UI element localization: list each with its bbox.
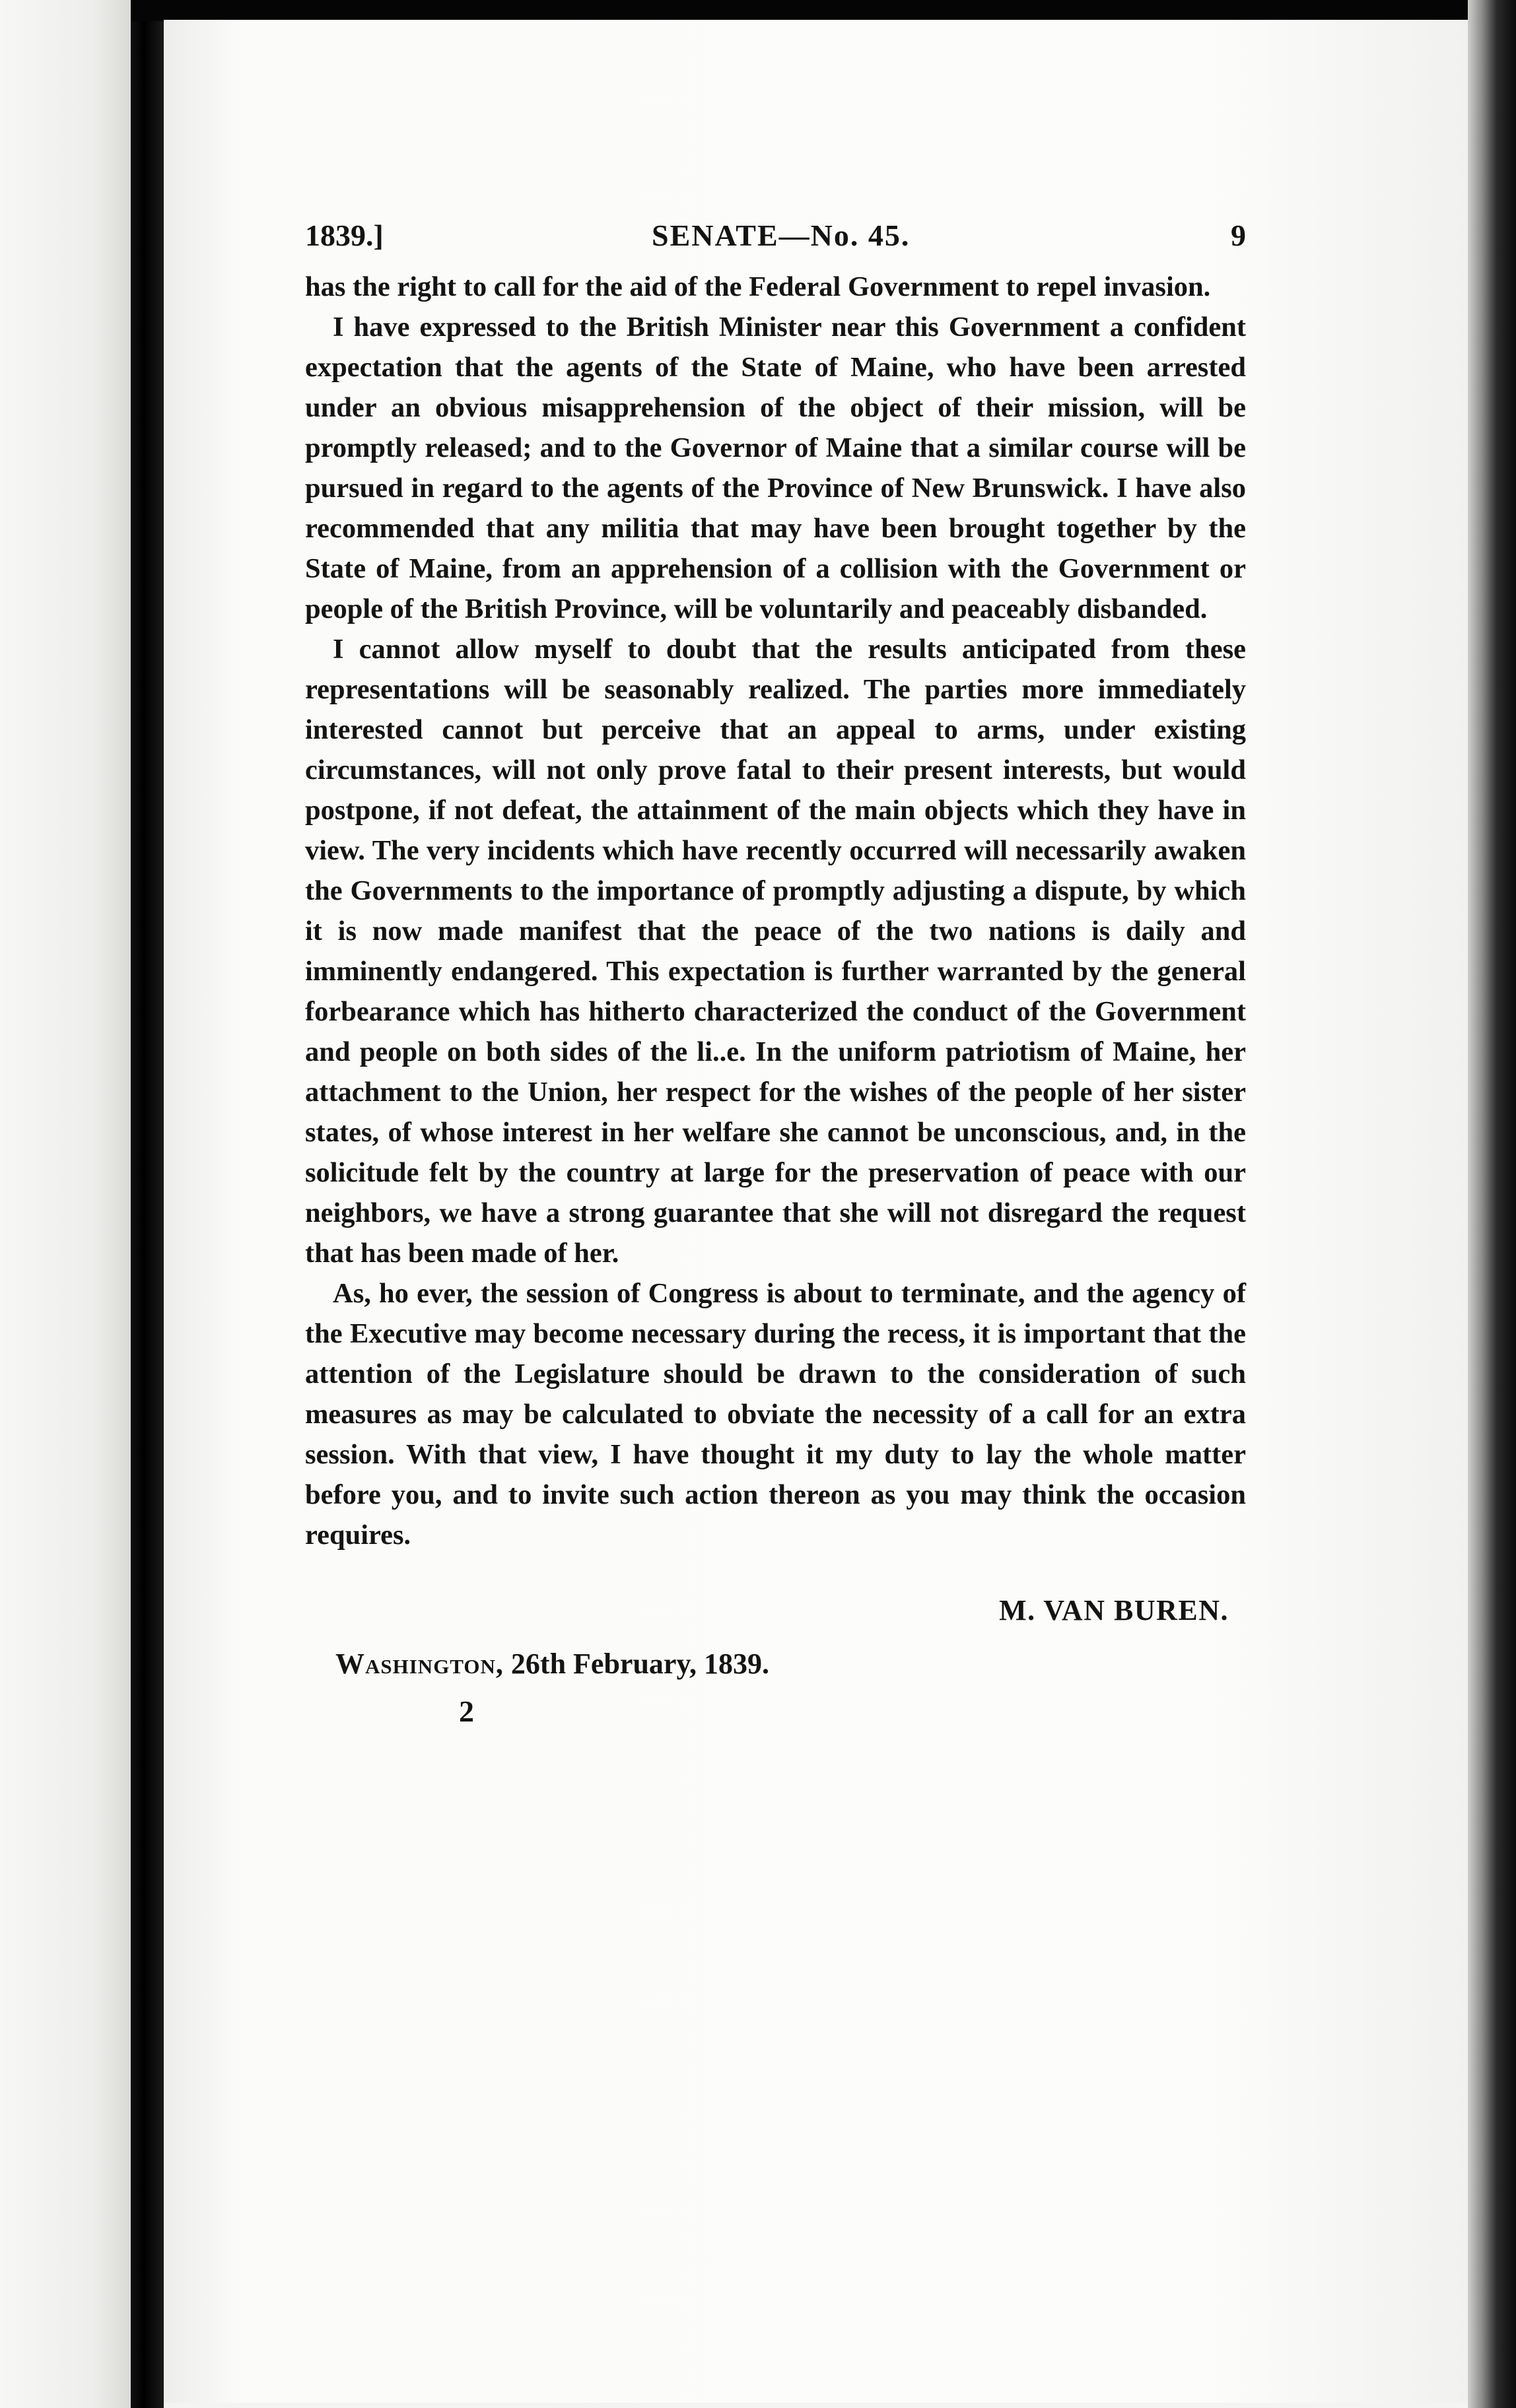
running-head-title: SENATE—No. 45.: [652, 218, 911, 252]
page-content: [305, 218, 1246, 1729]
dateline: [305, 1647, 1246, 1681]
paragraph: As, ho ever, the session of Congress is about to terminate, and the agency of the Executive may become necessary during the recess, it is important that the attention of the Legislature should be drawn to the consideration of such measures as may be calculated to obviate the necessity of a call for an extra session. With that view, I have thought it my duty to lay the whole matter before you, and to invite such action thereon as you may think the occasion requires.: [305, 1278, 1246, 1551]
dateline-date: 26th February, 1839.: [510, 1648, 770, 1680]
paragraph: I have expressed to the British Minister near this Government a confident expectation that the agents of the State of Maine, who have been arrested under an obvious misapprehension of the object of their mission, will be promptly released; and to the Governor of Maine that a similar course will be pursued in regard to the agents of the Province of New Brunswick. I have also recommended that any militia that may have been brought together by the State of Maine, from an apprehension of a collision with the Government or people of the British Province, will be voluntarily and peaceably disbanded.: [305, 312, 1246, 624]
dateline-place: Washington,: [335, 1648, 504, 1680]
page-number: 9: [1231, 218, 1246, 252]
body-text: [305, 267, 1246, 1555]
running-head: [305, 218, 1246, 267]
running-head-year: 1839.]: [305, 218, 384, 252]
paragraph-continued: has the right to call for the aid of the Federal Government to repel invasion.: [305, 271, 1211, 302]
signature: M. VAN BUREN.: [999, 1594, 1229, 1626]
binding-gutter: [131, 0, 164, 2408]
page-right-edge: [1468, 0, 1516, 2408]
scan-top-border: [131, 0, 1516, 21]
paragraph: I cannot allow myself to doubt that the results anticipated from these representations will be seasonably realized. The parties more immediately interested cannot but perceive that an appeal to arms, under existing circumstances, will not only prove fatal to their present interests, but would postpone, if not defeat, the attainment of the main objects which they have in view. The very incidents which have recently occurred will necessarily awaken the Governments to the importance of promptly adjusting a dispute, by which it is now made manifest that the peace of the two nations is daily and imminently endangered. This expectation is further warranted by the general forbearance which has hitherto characterized the conduct of the Government and people on both sides of the li..e. In the uniform patriotism of Maine, her attachment to the Union, her respect for the wishes of the people of her sister states, of whose interest in her welfare she cannot be unconscious, and, in the solicitude felt by the country at large for the preservation of peace with our neighbors, we have a strong guarantee that she will not disregard the request that has been made of her.: [305, 634, 1246, 1269]
printer-signature-mark: 2: [459, 1694, 474, 1728]
facing-page-edge: [0, 0, 131, 2408]
